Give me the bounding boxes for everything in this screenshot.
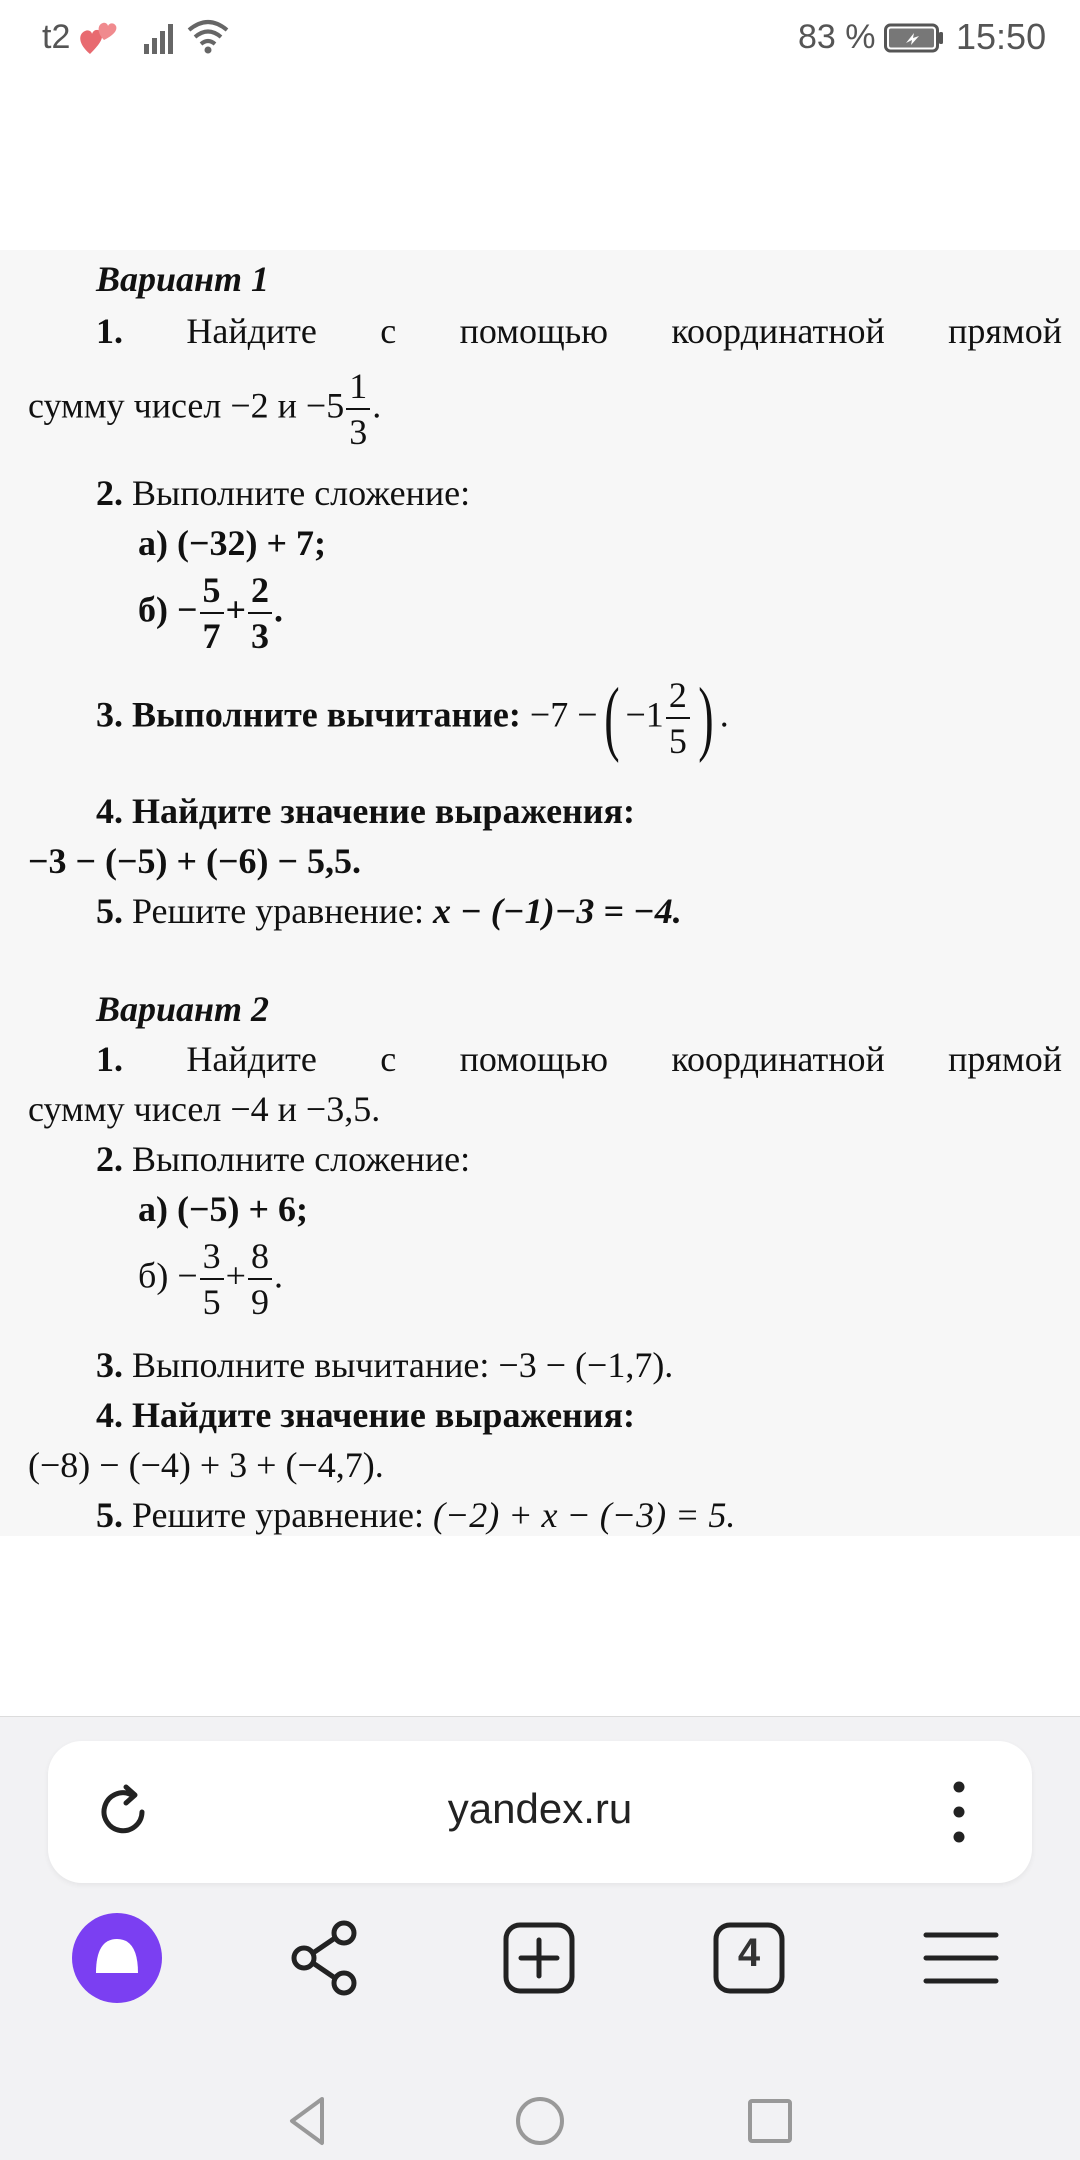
v2-q1-line2: сумму чисел −4 и −3,5. bbox=[28, 1089, 381, 1129]
v1-q1-line2: сумму чисел −2 и −5 $\frac{1}{3}$ . bbox=[28, 366, 382, 452]
worksheet-image bbox=[0, 250, 1080, 1536]
v2-q1-line1: 1. Найдите с помощью координатной прямой bbox=[96, 1039, 1062, 1079]
browser-bottom-bar bbox=[0, 1716, 1080, 2160]
v1-q1-number: 1. bbox=[96, 311, 123, 351]
tab-count: 4 bbox=[737, 1931, 761, 1975]
menu-icon[interactable] bbox=[916, 1913, 1006, 2003]
v1-q4: 4. Найдите значение выражения: bbox=[96, 791, 635, 831]
v1-q5: 5. Решите уравнение: x − (−1)−3 = −4. bbox=[96, 891, 682, 931]
v1-q4-expression: −3 − (−5) + (−6) − 5,5. bbox=[28, 841, 362, 881]
signal-icon bbox=[142, 22, 178, 54]
v1-q1-word: Найдите bbox=[186, 311, 317, 351]
v1-q1-line1 bbox=[96, 310, 1062, 352]
battery-percentage: 83 % bbox=[798, 18, 876, 56]
v1-q1-word: прямой bbox=[948, 311, 1062, 351]
variant-1-title: Вариант 1 bbox=[96, 259, 270, 299]
v2-q4: 4. Найдите значение выражения: bbox=[96, 1395, 635, 1435]
v1-q1-word: с bbox=[380, 311, 397, 351]
url-text[interactable]: yandex.ru bbox=[447, 1785, 633, 1832]
v1-q2: 2. Выполните сложение: bbox=[96, 473, 471, 513]
clock: 15:50 bbox=[956, 16, 1047, 57]
tabs-button[interactable] bbox=[704, 1913, 794, 2003]
more-vertical-icon[interactable] bbox=[944, 1777, 974, 1847]
share-icon[interactable] bbox=[282, 1913, 372, 2003]
v1-q3: 3. Выполните вычитание: −7 −( −1 $\frac{2}{5}$ ) . bbox=[96, 671, 729, 764]
home-nav-icon[interactable] bbox=[510, 2091, 570, 2151]
battery-icon bbox=[884, 22, 944, 54]
status-bar bbox=[0, 0, 1080, 76]
v2-q2b: б) − $\frac{3}{5}$ + $\frac{8}{9}$ . bbox=[138, 1236, 283, 1322]
v2-q3: 3. Выполните вычитание: −3 − (−1,7). bbox=[96, 1345, 674, 1385]
address-bar[interactable] bbox=[48, 1741, 1032, 1883]
v1-q2b: б) − $\frac{5}{7}$ + $\frac{2}{3}$ . bbox=[138, 570, 284, 656]
carrier-label: t2 bbox=[42, 18, 71, 56]
v2-q4-expression: (−8) − (−4) + 3 + (−4,7). bbox=[28, 1445, 384, 1485]
v2-q2: 2. Выполните сложение: bbox=[96, 1139, 471, 1179]
v2-q5: 5. Решите уравнение: (−2) + x − (−3) = 5. bbox=[96, 1495, 736, 1535]
recents-nav-icon[interactable] bbox=[740, 2091, 800, 2151]
hearts-icon bbox=[76, 16, 120, 60]
v1-q1-fraction: $\frac{1}{3}$ bbox=[346, 368, 370, 450]
back-nav-icon[interactable] bbox=[278, 2091, 338, 2151]
v2-q2a: а) (−5) + 6; bbox=[138, 1189, 308, 1229]
new-tab-icon[interactable] bbox=[494, 1913, 584, 2003]
v1-q1-word: координатной bbox=[671, 311, 885, 351]
variant-2-title: Вариант 2 bbox=[96, 989, 270, 1029]
wifi-icon bbox=[186, 18, 230, 56]
v1-q2a: а) (−32) + 7; bbox=[138, 523, 326, 563]
v1-q1-word: помощью bbox=[459, 311, 609, 351]
alice-assistant-icon[interactable] bbox=[72, 1913, 162, 2003]
